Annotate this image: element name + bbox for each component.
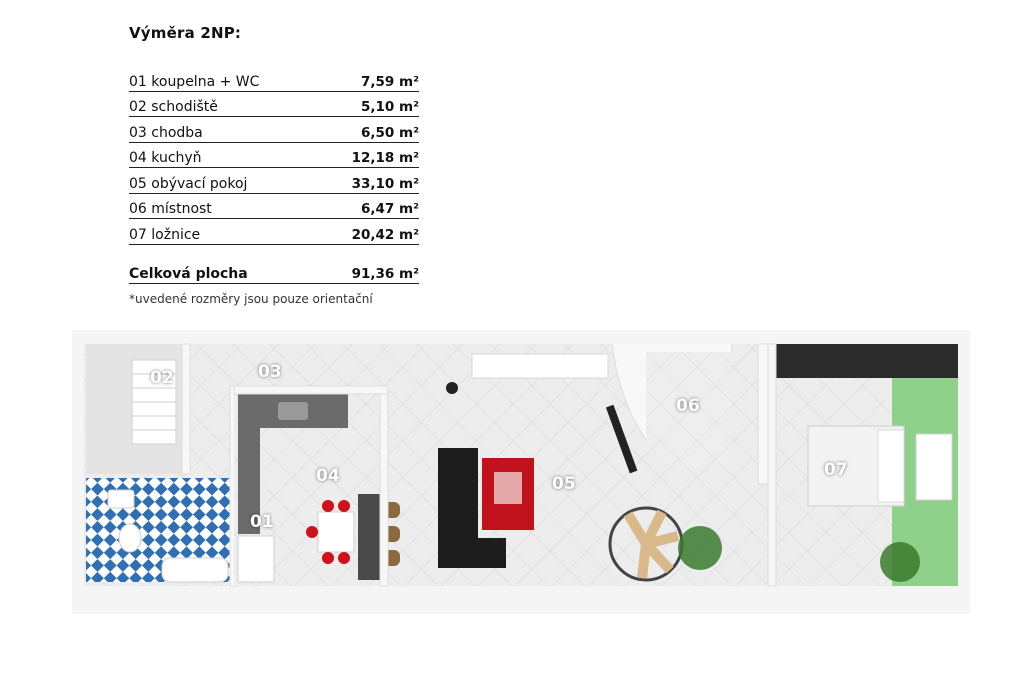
tv-console [472, 354, 608, 378]
room-name: 05 obývací pokoj [129, 175, 248, 192]
pillows [878, 430, 904, 502]
bathtub [162, 558, 228, 582]
page-title: Výměra 2NP: [129, 24, 242, 42]
room-label-06: 06 [676, 396, 700, 416]
room-row [129, 66, 419, 92]
total-row [129, 262, 419, 284]
kitchen-sink [278, 402, 308, 420]
disclaimer-note: *uvedené rozměry jsou pouze orientační [129, 292, 373, 306]
floor-plan [72, 330, 970, 614]
room-row [129, 143, 419, 169]
room-area: 33,10 m² [351, 175, 419, 192]
room-area: 5,10 m² [361, 99, 419, 115]
bedroom-header-wall [774, 344, 958, 378]
room-name: 06 místnost [129, 201, 212, 217]
room-label-02: 02 [150, 368, 174, 388]
room-label-07: 07 [824, 460, 848, 480]
room-area: 20,42 m² [351, 226, 419, 243]
sink [108, 490, 134, 508]
room-row [129, 117, 419, 143]
bedroom-plant [880, 542, 920, 582]
room-row [129, 219, 419, 245]
total-name: Celková plocha [129, 266, 248, 282]
plant [678, 526, 722, 570]
room-name: 03 chodba [129, 124, 203, 141]
room-label-04: 04 [316, 466, 340, 486]
dining-table [318, 512, 354, 552]
area-table [129, 66, 419, 245]
rug-center [494, 472, 522, 504]
room-name: 04 kuchyň [129, 150, 202, 166]
room-row [129, 194, 419, 220]
fridge [238, 536, 274, 582]
room-row [129, 92, 419, 118]
room-name: 01 koupelna + WC [129, 73, 260, 90]
room-label-03: 03 [258, 362, 282, 382]
window [916, 434, 952, 500]
room-row [129, 168, 419, 194]
room-label-05: 05 [552, 474, 576, 494]
toilet [119, 524, 141, 552]
kitchen-island [358, 494, 380, 580]
room-area: 12,18 m² [351, 150, 419, 166]
room-name: 02 schodiště [129, 99, 218, 115]
total-area: 91,36 m² [351, 266, 419, 282]
room-label-01: 01 [250, 512, 274, 532]
room-area: 6,47 m² [361, 201, 419, 217]
room-area: 6,50 m² [361, 124, 419, 141]
room-area: 7,59 m² [361, 73, 419, 90]
room-name: 07 ložnice [129, 226, 201, 243]
lamp [446, 382, 458, 394]
